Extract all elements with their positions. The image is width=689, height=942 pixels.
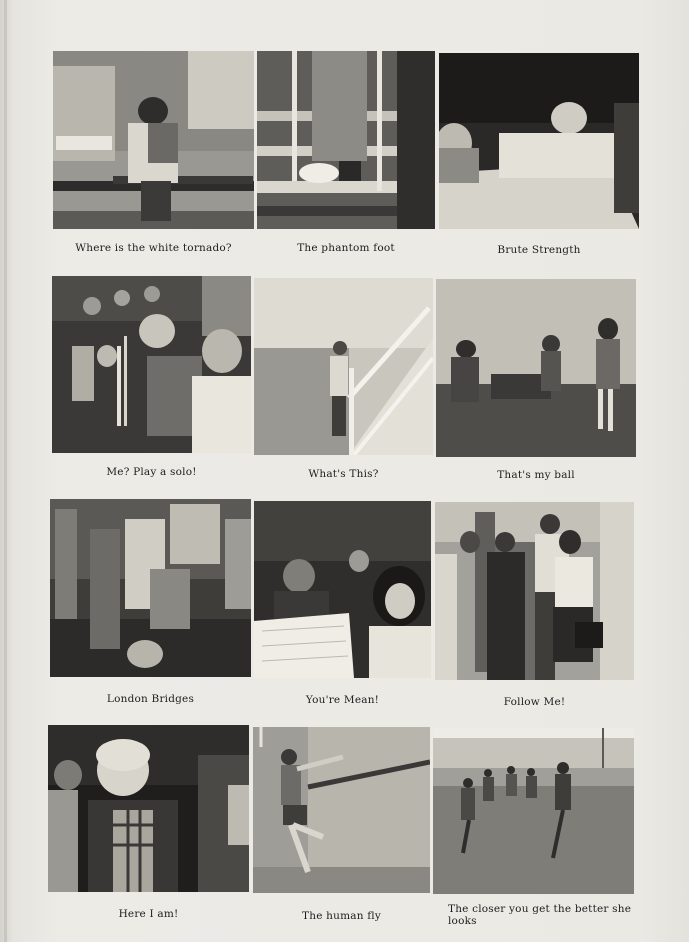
caption-london-bridges: London Bridges	[106, 693, 195, 705]
caption-white-tornado: Where is the white tornado?	[75, 242, 232, 254]
caption-here-i-am: Here I am!	[118, 908, 179, 920]
my-ball-photo	[436, 279, 636, 457]
caption-human-fly: The human fly	[302, 910, 381, 922]
caption-whats-this: What's This?	[308, 468, 379, 480]
here-i-am-photo	[48, 725, 249, 892]
caption-my-ball: That's my ball	[497, 469, 575, 481]
caption-brute-strength: Brute Strength	[497, 244, 581, 256]
play-solo-photo	[52, 276, 251, 453]
caption-youre-mean: You're Mean!	[305, 694, 380, 706]
brute-strength-photo	[439, 53, 639, 229]
white-tornado-photo	[53, 51, 254, 229]
human-fly-photo	[253, 727, 430, 893]
caption-phantom-foot: The phantom foot	[297, 242, 395, 254]
phantom-foot-photo	[257, 51, 435, 229]
caption-follow-me: Follow Me!	[503, 696, 566, 708]
caption-play-solo: Me? Play a solo!	[106, 466, 197, 478]
follow-me-photo	[435, 502, 634, 680]
london-bridges-photo	[50, 499, 251, 677]
whats-this-photo	[254, 278, 433, 455]
youre-mean-photo	[254, 501, 431, 678]
caption-closer-better: The closer you get the better she looks	[448, 903, 632, 927]
closer-better-photo	[433, 728, 634, 894]
page-spine	[4, 0, 7, 942]
